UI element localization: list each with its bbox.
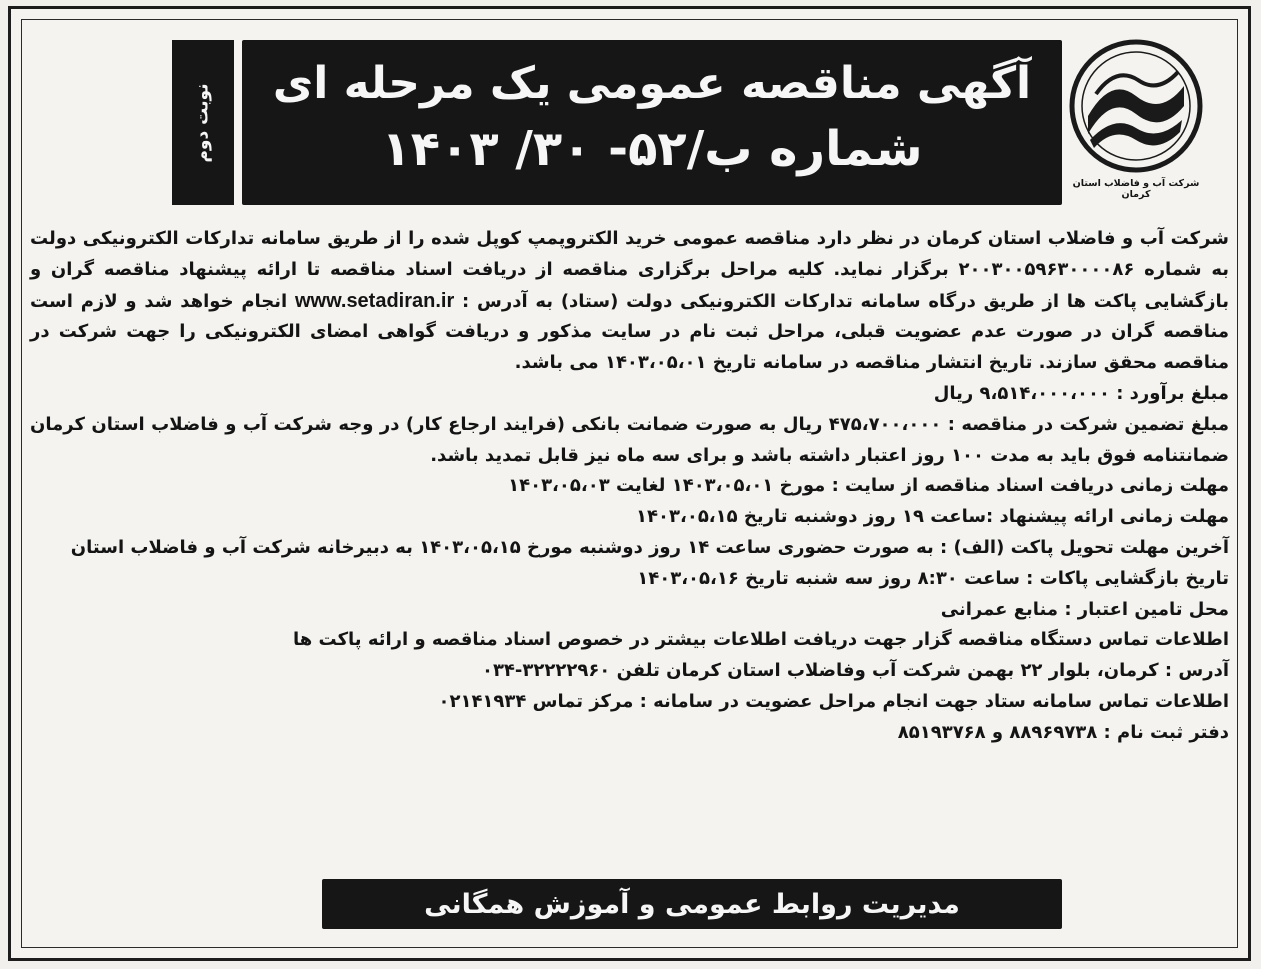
- header: [22, 20, 1237, 220]
- estimate-line: مبلغ برآورد : ۹،۵۱۴،۰۰۰،۰۰۰ ریال: [933, 382, 1229, 404]
- funding-line: محل تامین اعتبار : منابع عمرانی: [940, 598, 1229, 620]
- guarantee-paragraph: مبلغ تضمین شرکت در مناقصه : ۴۷۵،۷۰۰،۰۰۰ ریال به صورت ضمانت بانکی (فرایند ارجاع کار) در وجه شرکت آب و فاضلاب استان کرمان ضمانتنامه فوق باید به مدت ۱۰۰ روز اعتبار داشته باشد و برای سه ماه نیز قابل تمدید باشد.: [30, 413, 1229, 466]
- address-line: آدرس : کرمان، بلوار ۲۲ بهمن شرکت آب وفاضلاب استان کرمان تلفن ۳۲۲۲۲۹۶۰-۰۳۴: [481, 660, 1229, 682]
- advertisement-frame: [21, 19, 1238, 948]
- logo-caption: شرکت آب و فاضلاب استان کرمان: [1072, 178, 1200, 200]
- publication-round-label: نوبت دوم: [193, 82, 213, 163]
- registry-line: دفتر ثبت نام : ۸۸۹۶۹۷۳۸ و ۸۵۱۹۳۷۶۸: [897, 721, 1229, 743]
- intro-rest-text: انجام خواهد شد و لازم است مناقصه گران در صورت عدم عضویت قبلی، مراحل ثبت نام در سایت مذکور و دریافت گواهی امضای الکترونیکی را جهت شرکت در مناقصه محقق سازند. تاریخ انتشار مناقصه در سامانه تاریخ ۱۴۰۳،۰۵،۰۱ می باشد.: [30, 290, 1229, 374]
- advertisement-body: [30, 224, 1229, 749]
- company-logo: [1061, 36, 1211, 216]
- water-wave-logo-icon: [1066, 36, 1206, 176]
- tender-number: شماره ب/۵۲- ۳۰/ ۱۴۰۳: [381, 121, 923, 177]
- envelope-deadline-line: آخرین مهلت تحویل پاکت (الف) : به صورت حضوری ساعت ۱۴ روز دوشنبه مورخ ۱۴۰۳،۰۵،۱۵ به دبیرخانه شرکت آب و فاضلاب استان: [70, 536, 1229, 558]
- publication-round-tag: [172, 40, 234, 205]
- intro-paragraph: [30, 224, 1229, 379]
- footer-label: مدیریت روابط عمومی و آموزش همگانی: [424, 888, 960, 920]
- intro-text: شرکت آب و فاضلاب استان کرمان در نظر دارد مناقصه عمومی خرید الکتروپمپ کوپل شده را از طریق سامانه تدارکات الکترونیکی دولت به شماره ۲۰۰۳۰۰۵۹۶۳۰۰۰۰۸۶ برگزار نماید. کلیه مراحل برگزاری مناقصه از دریافت اسناد مناقصه تا ارائه پیشنهاد مناقصه گران و بازگشایی پاکت ها از طریق درگاه سامانه تدارکات الکترونیکی دولت (ستاد) به آدرس :: [30, 228, 1229, 312]
- offer-deadline-line: مهلت زمانی ارائه پیشنهاد :ساعت ۱۹ روز دوشنبه تاریخ ۱۴۰۳،۰۵،۱۵: [636, 506, 1229, 528]
- footer-banner: [322, 879, 1062, 929]
- document-deadline-line: مهلت زمانی دریافت اسناد مناقصه از سایت : مورخ ۱۴۰۳،۰۵،۰۱ لغایت ۱۴۰۳،۰۵،۰۳: [508, 475, 1229, 497]
- title-box: [242, 40, 1062, 205]
- setad-link[interactable]: www.setadiran.ir: [294, 289, 455, 312]
- advertisement-sheet: [8, 6, 1251, 961]
- contact-title-line: اطلاعات تماس دستگاه مناقصه گزار جهت دریافت اطلاعات بیشتر در خصوص اسناد مناقصه و ارائه پاکت ها: [293, 629, 1229, 651]
- opening-date-line: تاریخ بازگشایی پاکات : ساعت ۸:۳۰ روز سه شنبه تاریخ ۱۴۰۳،۰۵،۱۶: [637, 567, 1229, 589]
- page-title: آگهی مناقصه عمومی یک مرحله ای: [272, 58, 1032, 109]
- setad-contact-line: اطلاعات تماس سامانه ستاد جهت انجام مراحل عضویت در سامانه : مرکز تماس ۰۲۱۴۱۹۳۴: [438, 690, 1229, 712]
